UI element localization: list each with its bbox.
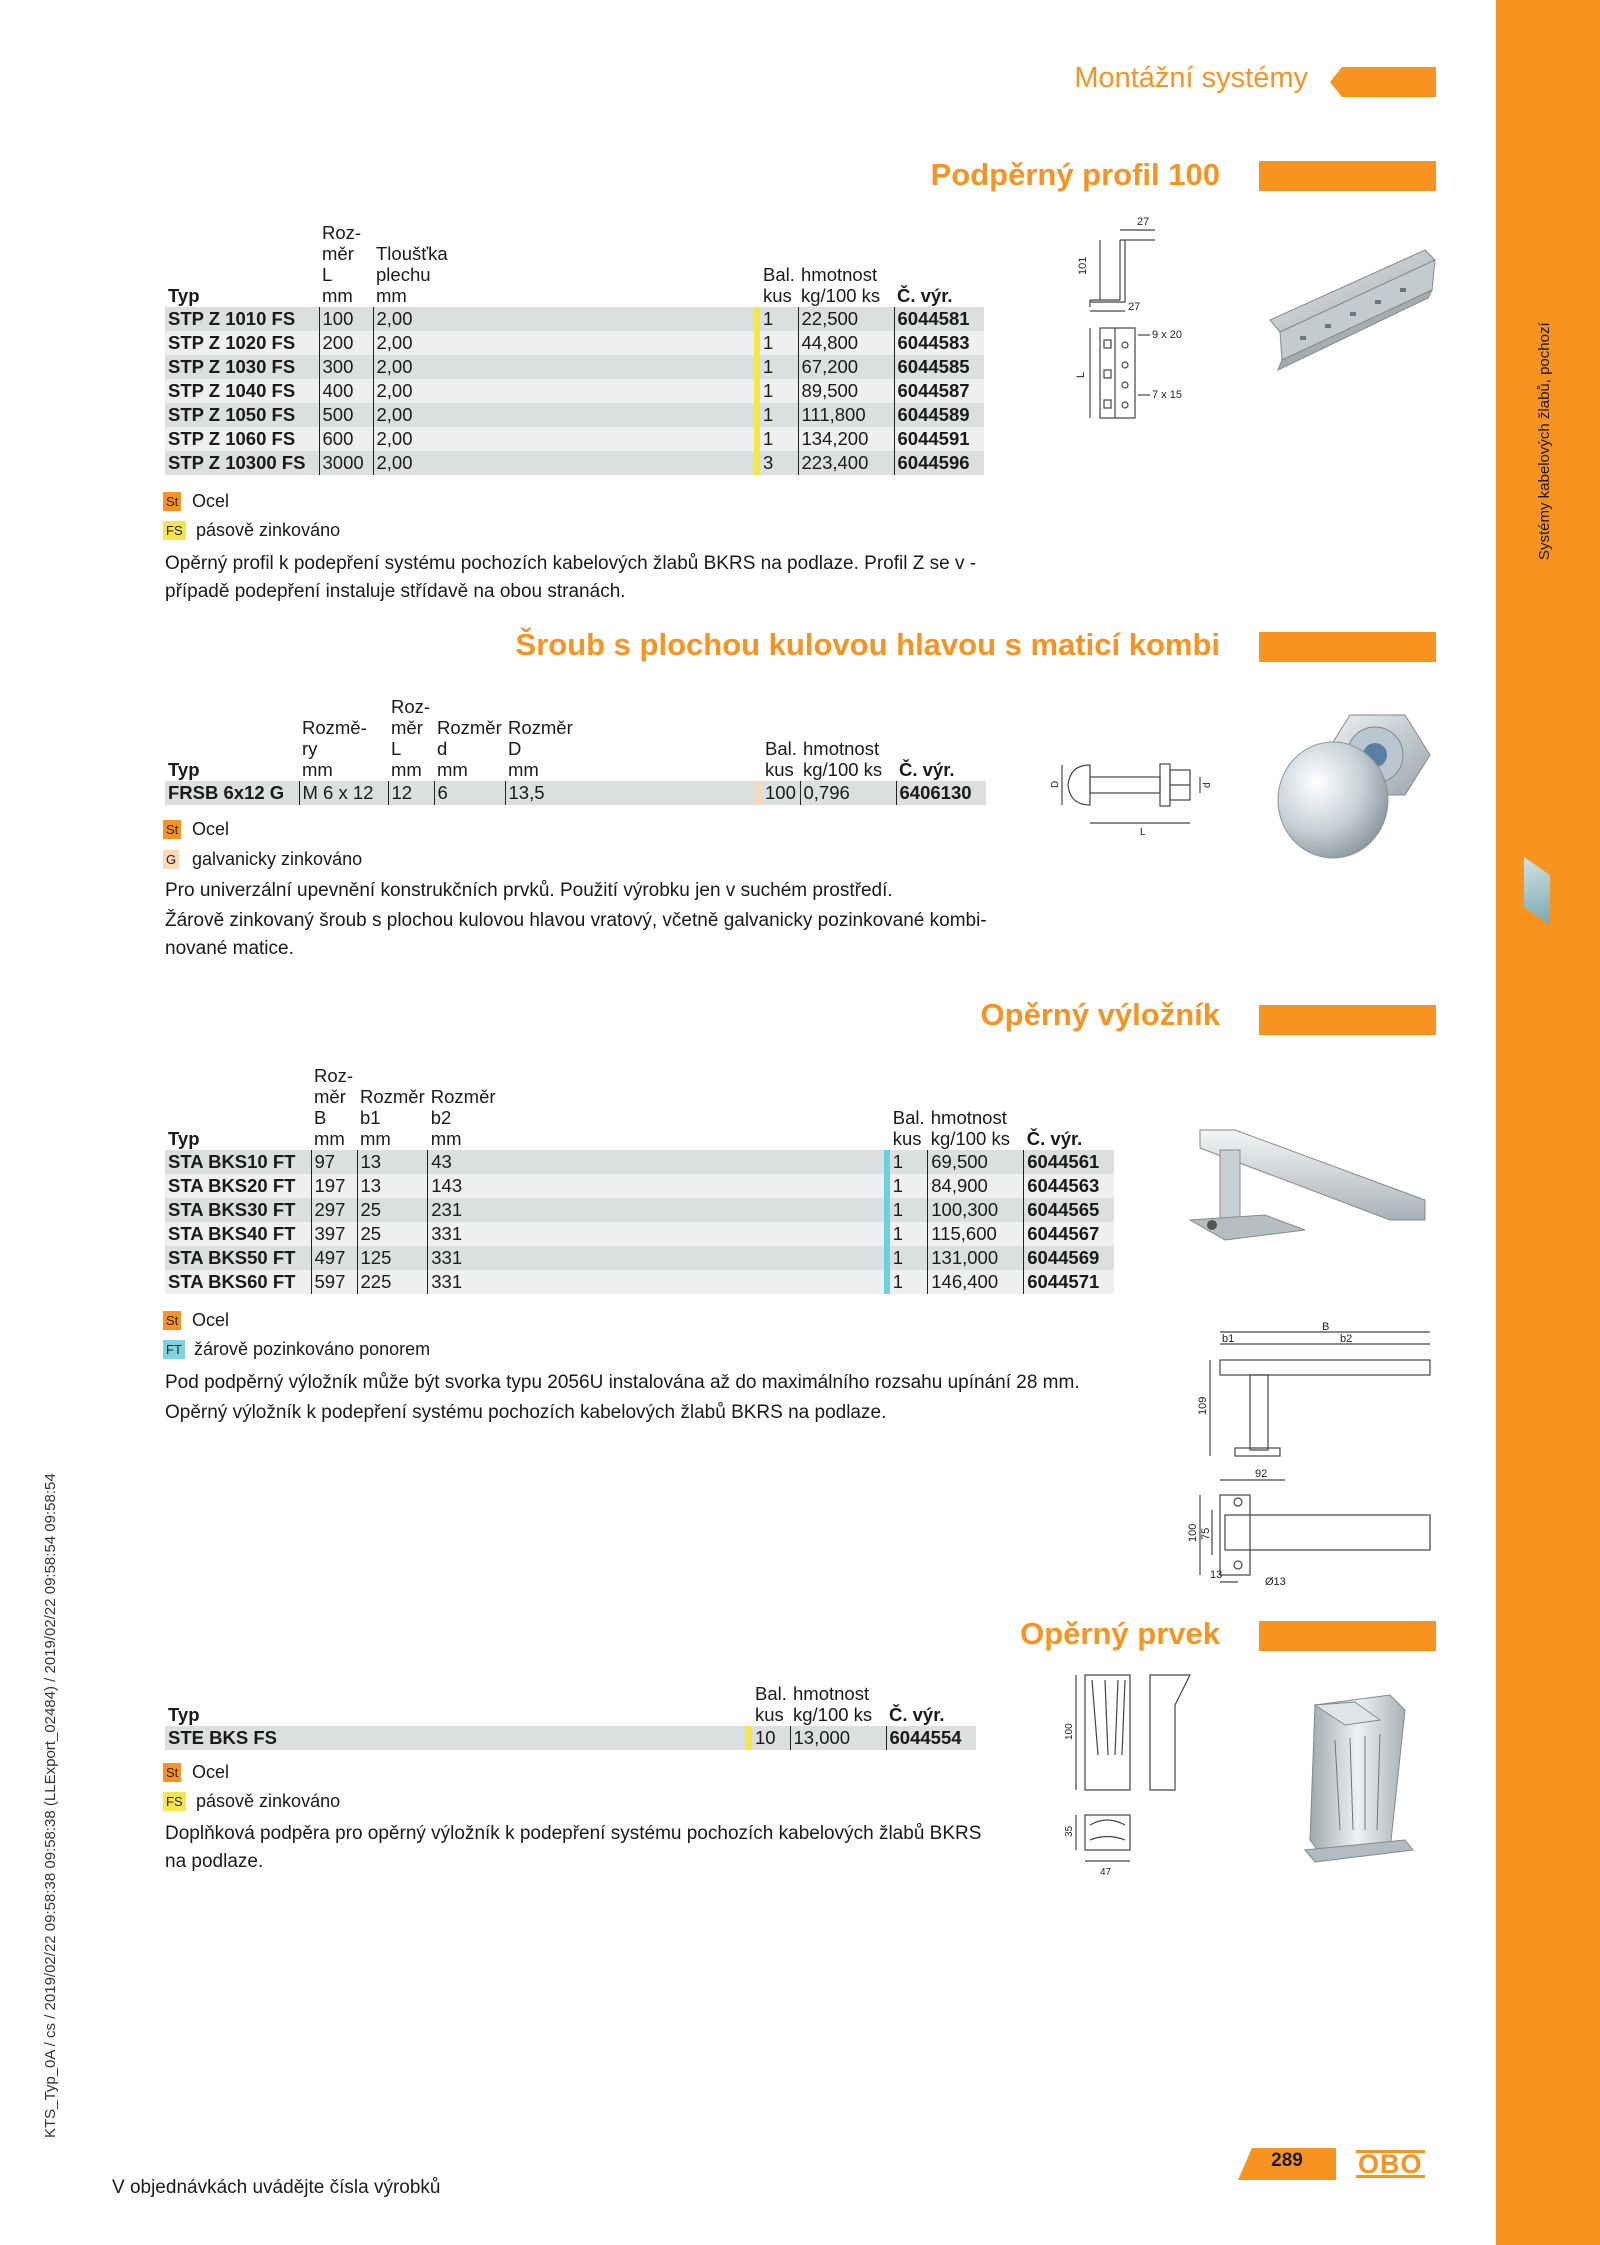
- col-header: hmotnost kg/100 ks: [801, 264, 881, 306]
- description: Pod podpěrný výložník může být svorka typu 2056U instalována až do maximálního rozsahu upínání 28 mm.: [165, 1372, 1080, 1393]
- col-header: Roz- měr L mm: [391, 696, 431, 780]
- table-row: STP Z 10300 FS 3000 2,00 3 223,400 6044596: [165, 451, 984, 475]
- section-bar: [1259, 632, 1436, 662]
- table-row: STP Z 1020 FS 200 2,00 1 44,800 6044583: [165, 331, 984, 355]
- col-header: hmotnost kg/100 ks: [793, 1683, 873, 1725]
- col-header: Roz- měr B mm: [314, 1065, 354, 1149]
- col-header: Typ: [168, 285, 200, 306]
- product-photo-sroub: [1265, 705, 1440, 865]
- col-header: Rozměr d mm: [437, 717, 502, 780]
- col-header: Tloušťka plechu mm: [376, 243, 448, 306]
- col-header: hmotnost kg/100 ks: [803, 738, 883, 780]
- section-title-operny-vyloznik: Opěrný výložník: [980, 997, 1220, 1032]
- col-header: Bal. kus: [892, 1107, 925, 1149]
- svg-text:Ø13: Ø13: [1265, 1576, 1286, 1588]
- col-header: Typ: [168, 759, 200, 780]
- svg-text:L: L: [1075, 371, 1087, 378]
- svg-text:35: 35: [1064, 1825, 1075, 1837]
- col-header: Bal. kus: [763, 264, 795, 306]
- col-header: Č. výr.: [1026, 1128, 1083, 1149]
- obo-logo: OBO: [1358, 2149, 1423, 2179]
- material-badge: St: [163, 820, 181, 839]
- product-table-operny-vyloznik: [165, 1065, 1114, 1294]
- section-bar: [1259, 161, 1436, 191]
- table-row: STA BKS20 FT 197 13 143 1 84,900 6044563: [165, 1174, 1114, 1198]
- svg-text:9 x 20: 9 x 20: [1152, 329, 1182, 341]
- table-row: STA BKS40 FT 397 25 331 1 115,600 6044567: [165, 1222, 1114, 1246]
- material-badge: St: [163, 492, 181, 511]
- svg-text:13: 13: [1210, 1569, 1223, 1581]
- svg-text:L: L: [1140, 827, 1146, 838]
- material-badge: St: [163, 1763, 181, 1782]
- product-table-sroub: [165, 696, 986, 805]
- legend-text: pásově zinkováno: [196, 520, 341, 540]
- svg-text:101: 101: [1077, 256, 1089, 275]
- table-row: STA BKS50 FT 497 125 331 1 131,000 6044569: [165, 1246, 1114, 1270]
- svg-text:B: B: [1322, 1321, 1330, 1333]
- header-tag: [1330, 67, 1436, 97]
- footer-note: V objednávkách uvádějte čísla výrobků: [112, 2177, 441, 2198]
- section-title-sroub: Šroub s plochou kulovou hlavou s maticí kombi: [515, 627, 1220, 662]
- print-info: KTS_Typ_0A / cs / 2019/02/22 09:58:38 09:58:38 (LLExport_02484) / 2019/02/22 09:58:54 09:58:54: [42, 1473, 59, 2138]
- col-header: Rozměr D mm: [508, 717, 573, 780]
- col-header: hmotnost kg/100 ks: [930, 1107, 1010, 1149]
- svg-text:109: 109: [1197, 1396, 1209, 1415]
- section-bar: [1259, 1621, 1436, 1651]
- legend-text: galvanicky zinkováno: [192, 849, 363, 869]
- product-photo-vyloznik: [1185, 1120, 1435, 1250]
- svg-text:b1: b1: [1222, 1333, 1235, 1345]
- legend-text: Ocel: [192, 491, 230, 511]
- description: Doplňková podpěra pro opěrný výložník k podepření systému pochozích kabelových žlabů BKRS na podlaze.: [165, 1823, 982, 1872]
- table-row: STP Z 1050 FS 500 2,00 1 111,800 6044589: [165, 403, 984, 427]
- table-row: STA BKS10 FT 97 13 43 1 69,500 6044561: [165, 1150, 1114, 1174]
- table-row: STP Z 1040 FS 400 2,00 1 89,500 6044587: [165, 379, 984, 403]
- description: Pro univerzální upevnění konstrukčních prvků. Použití výrobku jen v suchém prostředí.: [165, 880, 893, 901]
- finish-badge: FS: [163, 1792, 186, 1811]
- page-number: 289: [1271, 2150, 1303, 2171]
- description: Opěrný profil k podepření systému pochozích kabelových žlabů BKRS na podlaze. Profil Z se v - případě podepření instaluje střídavě na obou stranách.: [165, 553, 977, 602]
- technical-drawing-profil: [1060, 210, 1240, 425]
- table-row: STP Z 1060 FS 600 2,00 1 134,200 6044591: [165, 427, 984, 451]
- svg-text:27: 27: [1128, 301, 1141, 313]
- table-row: STA BKS60 FT 597 225 331 1 146,400 6044571: [165, 1270, 1114, 1294]
- technical-drawing-prvek: [1040, 1665, 1230, 1880]
- description: Opěrný výložník k podepření systému pochozích kabelových žlabů BKRS na podlaze.: [165, 1402, 887, 1423]
- product-photo-prvek: [1295, 1690, 1425, 1870]
- col-header: Rozměr b2 mm: [430, 1086, 496, 1149]
- col-header: Rozmě- ry mm: [302, 717, 367, 780]
- table-row: STA BKS30 FT 297 25 231 1 100,300 6044565: [165, 1198, 1114, 1222]
- material-badge: St: [163, 1311, 181, 1330]
- svg-text:b2: b2: [1340, 1333, 1353, 1345]
- svg-text:27: 27: [1137, 216, 1150, 228]
- product-photo-profil: [1260, 240, 1440, 390]
- legend-text: pásově zinkováno: [196, 1791, 341, 1811]
- section-title-podperny-profil: Podpěrný profil 100: [930, 157, 1220, 192]
- finish-badge: FS: [163, 521, 186, 540]
- svg-text:7 x 15: 7 x 15: [1152, 389, 1182, 401]
- header-title: Montážní systémy: [1074, 62, 1308, 94]
- col-header: Typ: [168, 1704, 200, 1725]
- svg-text:92: 92: [1255, 1468, 1268, 1480]
- legend-text: Ocel: [192, 819, 230, 839]
- section-bar: [1259, 1005, 1436, 1035]
- finish-badge: FT: [163, 1340, 185, 1359]
- col-header: Č. výr.: [897, 285, 953, 306]
- finish-badge: G: [163, 850, 179, 869]
- svg-text:100: 100: [1064, 1723, 1075, 1740]
- product-table-operny-prvek: [165, 1683, 976, 1750]
- description: Žárově zinkovaný šroub s plochou kulovou hlavou vratový, včetně galvanicky pozinkované kombi- nované matice.: [165, 910, 987, 959]
- legend-text: Ocel: [192, 1762, 230, 1782]
- col-header: Bal. kus: [755, 1683, 787, 1725]
- side-category-label: Systémy kabelových žlabů, pochozí: [1536, 322, 1553, 560]
- table-row: STP Z 1010 FS 100 2,00 1 22,500 6044581: [165, 307, 984, 331]
- svg-text:d: d: [1202, 782, 1213, 788]
- svg-text:47: 47: [1100, 1867, 1112, 1878]
- legend-text: žárově pozinkováno ponorem: [194, 1339, 431, 1359]
- section-title-operny-prvek: Opěrný prvek: [1020, 1616, 1220, 1651]
- svg-text:75: 75: [1200, 1527, 1212, 1540]
- table-row: STE BKS FS 10 13,000 6044554: [165, 1726, 976, 1750]
- col-header: Č. výr.: [899, 759, 955, 780]
- product-table-podperny-profil: [165, 222, 984, 475]
- col-header: Č. výr.: [889, 1704, 945, 1725]
- table-row: FRSB 6x12 G M 6 x 12 12 6 13,5 100 0,796 6406130: [165, 781, 986, 805]
- col-header: Bal. kus: [765, 738, 797, 780]
- legend-text: Ocel: [192, 1310, 230, 1330]
- col-header: Rozměr b1 mm: [360, 1086, 425, 1149]
- table-row: STP Z 1030 FS 300 2,00 1 67,200 6044585: [165, 355, 984, 379]
- technical-drawing-sroub: [1040, 740, 1230, 840]
- svg-text:D: D: [1050, 780, 1061, 788]
- col-header: Roz- měr L mm: [322, 222, 362, 306]
- col-header: Typ: [168, 1128, 200, 1149]
- technical-drawing-vyloznik: [1180, 1320, 1440, 1590]
- svg-text:100: 100: [1187, 1523, 1199, 1542]
